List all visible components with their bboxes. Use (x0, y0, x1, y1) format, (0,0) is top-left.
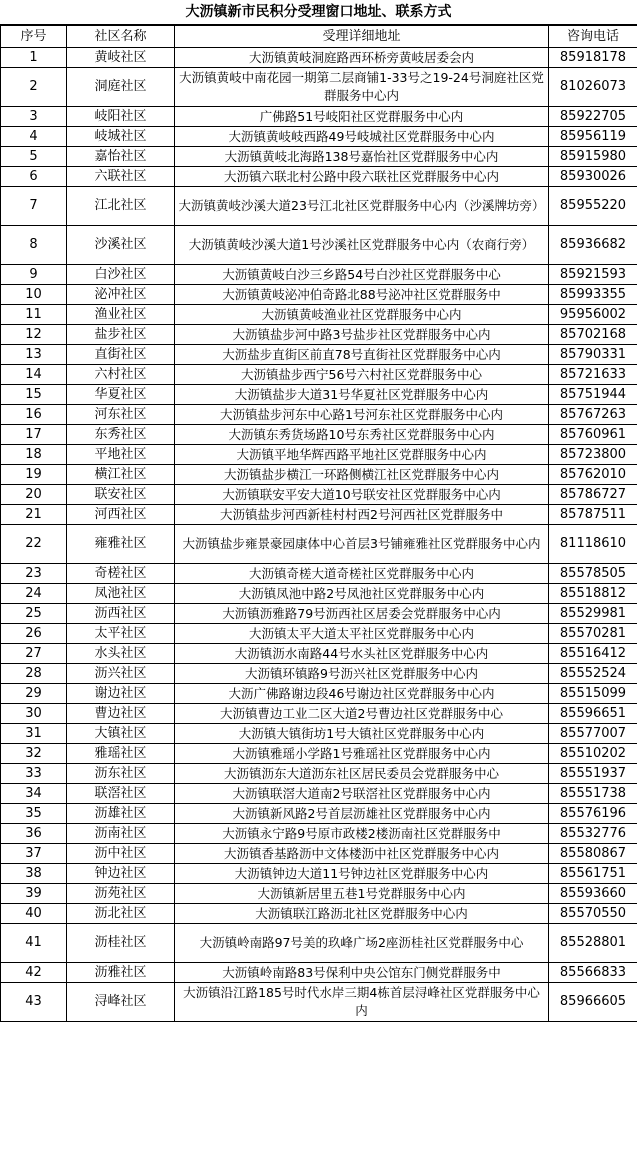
phone-cell: 85955220 (549, 187, 637, 226)
table-row (1, 844, 637, 864)
row-number-cell: 24 (1, 584, 67, 604)
table-row (1, 644, 637, 664)
address-cell: 大沥镇钟边大道11号钟边社区党群服务中心内 (175, 864, 549, 884)
community-name-cell: 白沙社区 (67, 265, 175, 285)
community-name-cell: 联滘社区 (67, 784, 175, 804)
address-cell: 大沥镇大镇街坊1号大镇社区党群服务中心内 (175, 724, 549, 744)
phone-cell: 85787511 (549, 505, 637, 525)
phone-cell: 85751944 (549, 385, 637, 405)
address-cell: 大沥镇黄岐岐西路49号岐城社区党群服务中心内 (175, 127, 549, 147)
community-name-cell: 雅瑶社区 (67, 744, 175, 764)
row-number-cell: 19 (1, 465, 67, 485)
community-name-cell: 河东社区 (67, 405, 175, 425)
community-name-cell: 沥苑社区 (67, 884, 175, 904)
header-no: 序号 (1, 26, 67, 48)
community-name-cell: 洞庭社区 (67, 68, 175, 107)
table-row (1, 564, 637, 584)
phone-cell: 85956119 (549, 127, 637, 147)
header-community: 社区名称 (67, 26, 175, 48)
address-cell: 大沥镇黄岐北海路138号嘉怡社区党群服务中心内 (175, 147, 549, 167)
phone-cell: 85551738 (549, 784, 637, 804)
header-row (1, 26, 637, 48)
address-cell: 大沥镇平地华辉西路平地社区党群服务中心内 (175, 445, 549, 465)
table-row (1, 425, 637, 445)
phone-cell: 85767263 (549, 405, 637, 425)
table-row (1, 904, 637, 924)
table-row (1, 824, 637, 844)
address-cell: 大沥镇岭南路97号美的玖峰广场2座沥桂社区党群服务中心 (175, 924, 549, 963)
table-row (1, 744, 637, 764)
address-cell: 广佛路51号岐阳社区党群服务中心内 (175, 107, 549, 127)
phone-cell: 81118610 (549, 525, 637, 564)
table-row (1, 265, 637, 285)
header-address: 受理详细地址 (175, 26, 549, 48)
table-row (1, 724, 637, 744)
row-number-cell: 1 (1, 48, 67, 68)
address-cell: 大沥镇盐步横江一环路侧横江社区党群服务中心内 (175, 465, 549, 485)
community-name-cell: 曹边社区 (67, 704, 175, 724)
row-number-cell: 39 (1, 884, 67, 904)
community-name-cell: 六联社区 (67, 167, 175, 187)
address-cell: 大沥镇六联北村公路中段六联社区党群服务中心内 (175, 167, 549, 187)
row-number-cell: 27 (1, 644, 67, 664)
community-name-cell: 沥中社区 (67, 844, 175, 864)
address-cell: 大沥镇黄岐白沙三乡路54号白沙社区党群服务中心 (175, 265, 549, 285)
row-number-cell: 23 (1, 564, 67, 584)
phone-cell: 85510202 (549, 744, 637, 764)
address-cell: 大沥镇黄岐中南花园一期第二层商铺1-33号之19-24号洞庭社区党群服务中心内 (175, 68, 549, 107)
phone-cell: 85515099 (549, 684, 637, 704)
table-row (1, 584, 637, 604)
phone-cell: 85918178 (549, 48, 637, 68)
table-row (1, 505, 637, 525)
address-cell: 大沥镇沿江路185号时代水岸三期4栋首层浔峰社区党群服务中心内 (175, 983, 549, 1022)
phone-cell: 85723800 (549, 445, 637, 465)
row-number-cell: 3 (1, 107, 67, 127)
row-number-cell: 34 (1, 784, 67, 804)
address-cell: 大沥镇黄岐洞庭路西环桥旁黄岐居委会内 (175, 48, 549, 68)
table-row (1, 764, 637, 784)
address-cell: 大沥镇黄岐泌冲伯奇路北88号泌冲社区党群服务中 (175, 285, 549, 305)
table-row (1, 285, 637, 305)
phone-cell: 85930026 (549, 167, 637, 187)
community-name-cell: 嘉怡社区 (67, 147, 175, 167)
table-row (1, 405, 637, 425)
table-row (1, 465, 637, 485)
community-name-cell: 沥雅社区 (67, 963, 175, 983)
table-row (1, 48, 637, 68)
row-number-cell: 4 (1, 127, 67, 147)
row-number-cell: 9 (1, 265, 67, 285)
table-row (1, 305, 637, 325)
phone-cell: 85966605 (549, 983, 637, 1022)
phone-cell: 85570281 (549, 624, 637, 644)
table-row (1, 68, 637, 107)
address-cell: 大沥镇新居里五巷1号党群服务中心内 (175, 884, 549, 904)
phone-cell: 85936682 (549, 226, 637, 265)
community-name-cell: 沥东社区 (67, 764, 175, 784)
community-name-cell: 泌冲社区 (67, 285, 175, 305)
row-number-cell: 17 (1, 425, 67, 445)
community-name-cell: 谢边社区 (67, 684, 175, 704)
phone-cell: 85516412 (549, 644, 637, 664)
address-cell: 大沥镇黄岐沙溪大道1号沙溪社区党群服务中心内（农商行旁） (175, 226, 549, 265)
table-title: 大沥镇新市民积分受理窗口地址、联系方式 (0, 0, 637, 25)
address-cell: 大沥镇奇槎大道奇槎社区党群服务中心内 (175, 564, 549, 584)
table-row (1, 784, 637, 804)
address-cell: 大沥镇香基路沥中文体楼沥中社区党群服务中心内 (175, 844, 549, 864)
row-number-cell: 18 (1, 445, 67, 465)
community-name-cell: 沥雄社区 (67, 804, 175, 824)
community-name-cell: 凤池社区 (67, 584, 175, 604)
phone-cell: 85552524 (549, 664, 637, 684)
phone-cell: 85786727 (549, 485, 637, 505)
address-cell: 大沥镇盐步西宁56号六村社区党群服务中心 (175, 365, 549, 385)
row-number-cell: 35 (1, 804, 67, 824)
row-number-cell: 11 (1, 305, 67, 325)
table-row (1, 147, 637, 167)
row-number-cell: 31 (1, 724, 67, 744)
community-name-cell: 沥兴社区 (67, 664, 175, 684)
table-row (1, 624, 637, 644)
service-window-table (0, 25, 637, 1022)
table-row (1, 107, 637, 127)
row-number-cell: 22 (1, 525, 67, 564)
phone-cell: 85790331 (549, 345, 637, 365)
address-cell: 大沥镇雅瑶小学路1号雅瑶社区党群服务中心内 (175, 744, 549, 764)
phone-cell: 85993355 (549, 285, 637, 305)
row-number-cell: 21 (1, 505, 67, 525)
community-name-cell: 沥南社区 (67, 824, 175, 844)
address-cell: 大沥镇凤池中路2号凤池社区党群服务中心内 (175, 584, 549, 604)
address-cell: 大沥镇盐步河东中心路1号河东社区党群服务中心内 (175, 405, 549, 425)
phone-cell: 85551937 (549, 764, 637, 784)
row-number-cell: 33 (1, 764, 67, 784)
address-cell: 大沥镇盐步河西新桂村村西2号河西社区党群服务中 (175, 505, 549, 525)
phone-cell: 85922705 (549, 107, 637, 127)
row-number-cell: 8 (1, 226, 67, 265)
table-row (1, 525, 637, 564)
row-number-cell: 29 (1, 684, 67, 704)
community-name-cell: 河西社区 (67, 505, 175, 525)
table-row (1, 983, 637, 1022)
address-cell: 大沥广佛路谢边段46号谢边社区党群服务中心内 (175, 684, 549, 704)
community-name-cell: 沙溪社区 (67, 226, 175, 265)
phone-cell: 85596651 (549, 704, 637, 724)
table-row (1, 485, 637, 505)
row-number-cell: 13 (1, 345, 67, 365)
phone-cell: 85561751 (549, 864, 637, 884)
community-name-cell: 沥西社区 (67, 604, 175, 624)
community-name-cell: 横江社区 (67, 465, 175, 485)
phone-cell: 85518812 (549, 584, 637, 604)
address-cell: 大沥镇联滘大道南2号联滘社区党群服务中心内 (175, 784, 549, 804)
address-cell: 大沥镇曹边工业二区大道2号曹边社区党群服务中心 (175, 704, 549, 724)
address-cell: 大沥镇联安平安大道10号联安社区党群服务中心内 (175, 485, 549, 505)
table-row (1, 804, 637, 824)
row-number-cell: 43 (1, 983, 67, 1022)
phone-cell: 81026073 (549, 68, 637, 107)
row-number-cell: 36 (1, 824, 67, 844)
address-cell: 大沥镇联江路沥北社区党群服务中心内 (175, 904, 549, 924)
row-number-cell: 7 (1, 187, 67, 226)
community-name-cell: 东秀社区 (67, 425, 175, 445)
table-row (1, 864, 637, 884)
phone-cell: 85721633 (549, 365, 637, 385)
community-name-cell: 平地社区 (67, 445, 175, 465)
community-name-cell: 岐城社区 (67, 127, 175, 147)
address-cell: 大沥镇沥雅路79号沥西社区居委会党群服务中心内 (175, 604, 549, 624)
address-cell: 大沥镇沥水南路44号水头社区党群服务中心内 (175, 644, 549, 664)
address-cell: 大沥镇盐步大道31号华夏社区党群服务中心内 (175, 385, 549, 405)
address-cell: 大沥镇盐步河中路3号盐步社区党群服务中心内 (175, 325, 549, 345)
community-name-cell: 联安社区 (67, 485, 175, 505)
phone-cell: 85593660 (549, 884, 637, 904)
table-body (1, 48, 637, 1022)
phone-cell: 85578505 (549, 564, 637, 584)
phone-cell: 85580867 (549, 844, 637, 864)
community-name-cell: 六村社区 (67, 365, 175, 385)
row-number-cell: 32 (1, 744, 67, 764)
row-number-cell: 10 (1, 285, 67, 305)
community-name-cell: 水头社区 (67, 644, 175, 664)
address-cell: 大沥镇东秀货场路10号东秀社区党群服务中心内 (175, 425, 549, 445)
row-number-cell: 5 (1, 147, 67, 167)
address-cell: 大沥镇黄岐渔业社区党群服务中心内 (175, 305, 549, 325)
community-name-cell: 江北社区 (67, 187, 175, 226)
table-row (1, 385, 637, 405)
phone-cell: 85576196 (549, 804, 637, 824)
address-cell: 大沥镇沥东大道沥东社区居民委员会党群服务中心 (175, 764, 549, 784)
phone-cell: 85529981 (549, 604, 637, 624)
address-cell: 大沥镇太平大道太平社区党群服务中心内 (175, 624, 549, 644)
address-cell: 大沥镇盐步雍景豪园康体中心首层3号铺雍雅社区党群服务中心内 (175, 525, 549, 564)
table-row (1, 325, 637, 345)
table-row (1, 924, 637, 963)
table-row (1, 445, 637, 465)
address-cell: 大沥镇新风路2号首层沥雄社区党群服务中心内 (175, 804, 549, 824)
row-number-cell: 40 (1, 904, 67, 924)
community-name-cell: 浔峰社区 (67, 983, 175, 1022)
row-number-cell: 6 (1, 167, 67, 187)
address-cell: 大沥镇环镇路9号沥兴社区党群服务中心内 (175, 664, 549, 684)
table-row (1, 345, 637, 365)
community-name-cell: 岐阳社区 (67, 107, 175, 127)
address-cell: 大沥镇岭南路83号保利中央公馆东门侧党群服务中 (175, 963, 549, 983)
phone-cell: 85570550 (549, 904, 637, 924)
community-name-cell: 盐步社区 (67, 325, 175, 345)
community-name-cell: 雍雅社区 (67, 525, 175, 564)
community-name-cell: 沥桂社区 (67, 924, 175, 963)
phone-cell: 85566833 (549, 963, 637, 983)
table-row (1, 167, 637, 187)
table-row (1, 365, 637, 385)
table-row (1, 226, 637, 265)
table-row (1, 704, 637, 724)
row-number-cell: 42 (1, 963, 67, 983)
phone-cell: 85915980 (549, 147, 637, 167)
row-number-cell: 30 (1, 704, 67, 724)
phone-cell: 85921593 (549, 265, 637, 285)
row-number-cell: 14 (1, 365, 67, 385)
community-name-cell: 大镇社区 (67, 724, 175, 744)
row-number-cell: 41 (1, 924, 67, 963)
row-number-cell: 26 (1, 624, 67, 644)
community-name-cell: 黄岐社区 (67, 48, 175, 68)
row-number-cell: 38 (1, 864, 67, 884)
phone-cell: 95956002 (549, 305, 637, 325)
row-number-cell: 16 (1, 405, 67, 425)
address-cell: 大沥镇永宁路9号原市政楼2楼沥南社区党群服务中 (175, 824, 549, 844)
row-number-cell: 28 (1, 664, 67, 684)
community-name-cell: 华夏社区 (67, 385, 175, 405)
phone-cell: 85702168 (549, 325, 637, 345)
phone-cell: 85528801 (549, 924, 637, 963)
table-row (1, 884, 637, 904)
table-row (1, 604, 637, 624)
row-number-cell: 2 (1, 68, 67, 107)
address-cell: 大沥镇黄岐沙溪大道23号江北社区党群服务中心内（沙溪牌坊旁） (175, 187, 549, 226)
community-name-cell: 直街社区 (67, 345, 175, 365)
community-name-cell: 沥北社区 (67, 904, 175, 924)
header-phone: 咨询电话 (549, 26, 637, 48)
row-number-cell: 37 (1, 844, 67, 864)
row-number-cell: 12 (1, 325, 67, 345)
community-name-cell: 钟边社区 (67, 864, 175, 884)
community-name-cell: 太平社区 (67, 624, 175, 644)
row-number-cell: 20 (1, 485, 67, 505)
table-row (1, 127, 637, 147)
address-cell: 大沥盐步直街区前直78号直街社区党群服务中心内 (175, 345, 549, 365)
table-row (1, 187, 637, 226)
phone-cell: 85532776 (549, 824, 637, 844)
row-number-cell: 15 (1, 385, 67, 405)
phone-cell: 85577007 (549, 724, 637, 744)
row-number-cell: 25 (1, 604, 67, 624)
table-row (1, 963, 637, 983)
community-name-cell: 渔业社区 (67, 305, 175, 325)
table-row (1, 684, 637, 704)
table-row (1, 664, 637, 684)
community-name-cell: 奇槎社区 (67, 564, 175, 584)
phone-cell: 85762010 (549, 465, 637, 485)
phone-cell: 85760961 (549, 425, 637, 445)
